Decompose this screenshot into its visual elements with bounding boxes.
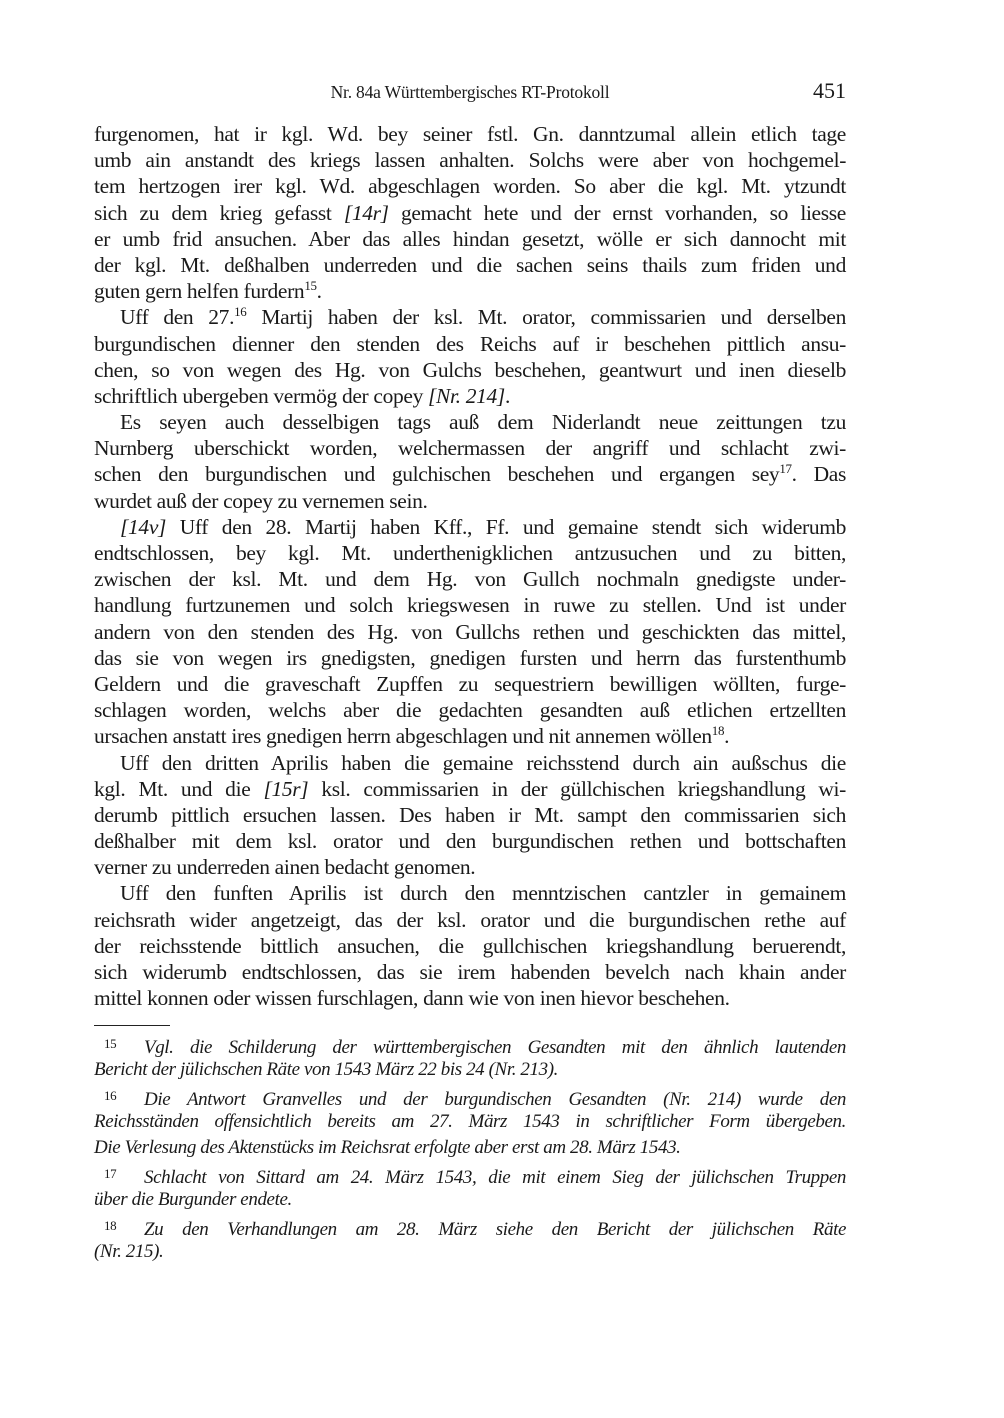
text-line: derumb pittlich ersuchen lassen. Des haben ir Mt. sampt den commissarien sich [94,802,846,827]
text-line: er umb frid ansuchen. Aber das alles hindan gesetzt, wölle er sich dannocht mit [94,226,846,251]
paragraph-1 [94,121,846,304]
footnote-number: 16 [104,1088,117,1103]
folio-marker: [15r] [263,776,309,801]
folio-marker: [14v] [120,514,167,539]
footnote-15 [94,1031,846,1083]
footnote-line: 17 Schlacht von Sittard am 24. März 1543, die mit einem Sieg der jülichschen Truppen [94,1161,846,1187]
footnote-line: Die Verlesung des Aktenstücks im Reichsrat erfolgte aber erst am 28. März 1543. [94,1137,681,1158]
text-line: schlagen worden, welchs aber die gedachten gesandten auß etlichen ertzellten [94,698,846,723]
paragraph-6 [94,880,846,1011]
text-line: sich widerumb endtschlossen, das sie irem habenden bevelch nach khain ander [94,960,846,984]
text-line: deßhalber mit dem ksl. orator und den burgundischen rethen und bottschaften [94,829,846,854]
text-line: reichsrath wider angetzeigt, das der ksl. orator und die burgundischen rethe auf [94,907,846,932]
paragraph-4 [94,514,846,750]
text-line: mittel konnen oder wissen furschlagen, dann wie von inen hievor beschehen. [94,986,730,1011]
footnote-line: Reichsständen offensichtlich bereits am 27. März 1543 in schriftlicher Form übergeben. [94,1111,846,1132]
footnote-number: 18 [104,1218,117,1233]
text-line: umb ain anstandt des kriegs lassen anhalten. Solchs were aber von hochgemel- [94,148,846,173]
main-text [94,121,846,1011]
text-line: tem hertzogen irer kgl. Wd. abgeschlagen worden. So aber die kgl. Mt. ytzundt [94,174,846,199]
text-line: kgl. Mt. und die [15r] ksl. commissarien in der güllchischen kriegshandlung wi- [94,776,846,801]
footnote-reference: 18 [711,723,725,739]
footnotes [94,1031,846,1265]
page-number: 451 [813,78,846,103]
text-line: schen den burgundischen und gulchischen beschehen und ergangen sey$^{17}$. Das [94,461,846,487]
footnote-line: 15 Vgl. die Schilderung der württembergischen Gesandten mit den ähnlich lautenden [94,1031,846,1057]
footnote-line: 18 Zu den Verhandlungen am 28. März siehe den Bericht der jülichschen Räte [94,1213,846,1239]
text-line: Geldern und die graveschaft Zupffen zu sequestriern bewilligen wöllten, furge- [94,671,846,696]
text-line: Es seyen auch desselbigen tags auß dem Niderlandt neue zeittungen tzu [120,410,846,435]
footnote-separator [94,1025,170,1026]
text-line: andern von den stenden des Hg. von Gullchs rethen und geschickten das mittel, [94,619,846,644]
text-line: furgenomen, hat ir kgl. Wd. bey seiner fstl. Gn. danntzumal allein etlich tage [94,122,846,146]
footnote-17 [94,1161,846,1213]
text-line: der kgl. Mt. deßhalben underreden und die sachen seins thails zum friden und [94,252,846,277]
text-line: das sie von wegen irs gnedigsten, gnedigen fursten und herrn das furstenthumb [94,645,846,670]
text-line: der reichsstende bittlich ansuchen, die gullchischen kriegshandlung beruerendt, [94,933,846,958]
text-line: sich zu dem krieg gefasst [14r] gemacht hete und der ernst vorhanden, so liesse [94,200,846,225]
text-line: Nurnberg uberschickt worden, welchermassen der angriff und schlacht zwi- [94,436,846,461]
text-line: Uff den dritten Aprilis haben die gemaine reichsstend durch ain außschus die [120,750,846,775]
footnote-reference: 15 [304,278,317,294]
footnote-16 [94,1083,846,1161]
footnote-line: 16 Die Antwort Granvelles und der burgundischen Gesandten (Nr. 214) wurde den [94,1083,846,1109]
footnote-line: über die Burgunder endete. [94,1189,292,1210]
text-line: burgundischen dienner den stenden des Reichs auf ir beschehen pittlich ansu- [94,331,846,356]
text-line: wurdet auß der copey zu vernemen sein. [94,488,428,513]
running-header [94,80,846,108]
footnote-18 [94,1213,846,1265]
footnote-number: 17 [104,1166,117,1181]
paragraph-2 [94,304,846,409]
text-line: zwischen der ksl. Mt. und dem Hg. von Gullch nochmaln gnedigste under- [94,567,846,592]
text-line: verner zu underreden ainen bedacht genomen. [94,855,476,880]
footnote-reference: 16 [234,304,247,320]
text-line: schriftlich ubergeben vermög der copey [Nr. 214]. [94,383,510,408]
paragraph-5 [94,750,846,881]
text-line: [14v] Uff den 28. Martij haben Kff., Ff. und gemaine stendt sich widerumb [120,514,846,539]
footnote-reference: 17 [779,461,792,477]
footnote-line: Bericht der jülichschen Räte von 1543 März 22 bis 24 (Nr. 213). [94,1059,558,1080]
text-line: chen, so von wegen des Hg. von Gulchs beschehen, geantwurt und inen dieselb [94,357,846,382]
text-line: endtschlossen, bey kgl. Mt. underthenigklichen antzusuchen und zu bitten, [94,541,846,565]
folio-marker: [14r] [343,200,389,225]
folio-marker: [Nr. 214] [428,383,505,408]
text-line: ursachen anstatt ires gnedigen herrn abgeschlagen und nit annemen wöllen$^{18}$. [94,723,730,749]
footnote-number: 15 [104,1036,117,1051]
text-line: Uff den 27.16 Martij haben der ksl. Mt. orator, commissarien und derselben [120,304,846,330]
footnote-line: (Nr. 215). [94,1241,164,1262]
paragraph-3 [94,409,846,514]
text-line: Uff den funften Aprilis ist durch den menntzischen cantzler in gemainem [120,881,846,906]
running-title: Nr. 84a Württembergisches RT-Protokoll [330,82,610,102]
text-line: handlung furtzunemen und solch kriegswesen in ruwe zu stellen. Und ist under [94,593,846,618]
text-line: guten gern helfen furdern$^{15}$. [94,278,322,304]
